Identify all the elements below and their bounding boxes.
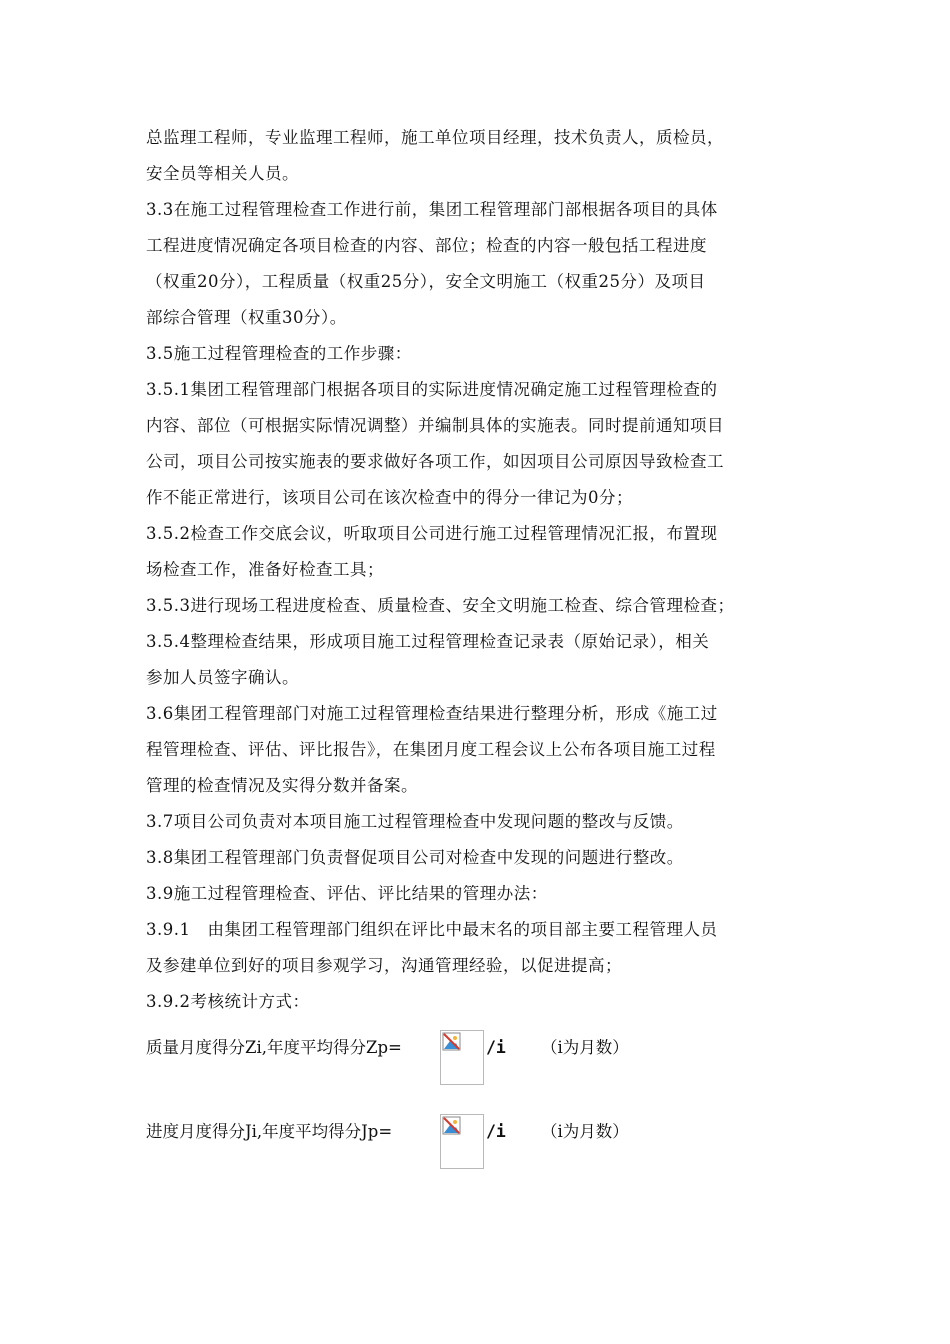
paragraph-line: 3.8集团工程管理部门负责督促项目公司对检查中发现的问题进行整改。 (146, 848, 684, 867)
formula-divisor: /i (486, 1038, 506, 1057)
paragraph-line: 程管理检查、评估、评比报告》，在集团月度工程会议上公布各项目施工过程 (146, 740, 716, 759)
paragraph-line: 3.5.2检查工作交底会议，听取项目公司进行施工过程管理情况汇报，布置现 (146, 524, 718, 543)
paragraph-line: 3.5.4整理检查结果，形成项目施工过程管理检查记录表（原始记录），相关 (146, 632, 710, 651)
paragraph-line: 3.9.1 由集团工程管理部门组织在评比中最末名的项目部主要工程管理人员 (146, 920, 718, 939)
formula-text: 质量月度得分Zi,年度平均得分Zp= (146, 1038, 402, 1057)
broken-image-icon (440, 1114, 484, 1169)
paragraph-line: 公司，项目公司按实施表的要求做好各项工作，如因项目公司原因导致检查工 (146, 452, 724, 471)
paragraph-line: 安全员等相关人员。 (146, 164, 299, 183)
paragraph-line: 工程进度情况确定各项目检查的内容、部位；检查的内容一般包括工程进度 (146, 236, 707, 255)
quality-score-formula (146, 1030, 666, 1090)
paragraph-line: 内容、部位（可根据实际情况调整）并编制具体的实施表。同时提前通知项目 (146, 416, 724, 435)
paragraph-line: 及参建单位到好的项目参观学习，沟通管理经验，以促进提高； (146, 956, 622, 975)
paragraph-line: 3.5.3进行现场工程进度检查、质量检查、安全文明施工检查、综合管理检查； (146, 596, 735, 615)
formula-divisor: /i (486, 1122, 506, 1141)
paragraph-line: 3.9.2考核统计方式： (146, 992, 310, 1011)
broken-image-icon (440, 1030, 484, 1085)
paragraph-line: 3.3在施工过程管理检查工作进行前，集团工程管理部门部根据各项目的具体 (146, 200, 718, 219)
paragraph-line: 总监理工程师，专业监理工程师，施工单位项目经理，技术负责人，质检员， (146, 128, 724, 147)
paragraph-line: （权重20分），工程质量（权重25分），安全文明施工（权重25分）及项目 (146, 272, 706, 291)
paragraph-line: 3.6集团工程管理部门对施工过程管理检查结果进行整理分析，形成《施工过 (146, 704, 718, 723)
paragraph-line: 3.9施工过程管理检查、评估、评比结果的管理办法： (146, 884, 548, 903)
progress-score-formula (146, 1114, 666, 1174)
paragraph-line: 场检查工作，准备好检查工具； (146, 560, 384, 579)
paragraph-line: 管理的检查情况及实得分数并备案。 (146, 776, 418, 795)
paragraph-line: 参加人员签字确认。 (146, 668, 299, 687)
paragraph-line: 3.7项目公司负责对本项目施工过程管理检查中发现问题的整改与反馈。 (146, 812, 684, 831)
paragraph-line: 作不能正常进行，该项目公司在该次检查中的得分一律记为0分； (146, 488, 633, 507)
paragraph-line: 部综合管理（权重30分）。 (146, 308, 347, 327)
paragraph-line: 3.5.1集团工程管理部门根据各项目的实际进度情况确定施工过程管理检查的 (146, 380, 718, 399)
paragraph-line: 3.5施工过程管理检查的工作步骤： (146, 344, 412, 363)
formula-text: 进度月度得分Ji,年度平均得分Jp= (146, 1122, 393, 1141)
formula-note: （i为月数） (541, 1122, 629, 1141)
formula-note: （i为月数） (541, 1038, 629, 1057)
